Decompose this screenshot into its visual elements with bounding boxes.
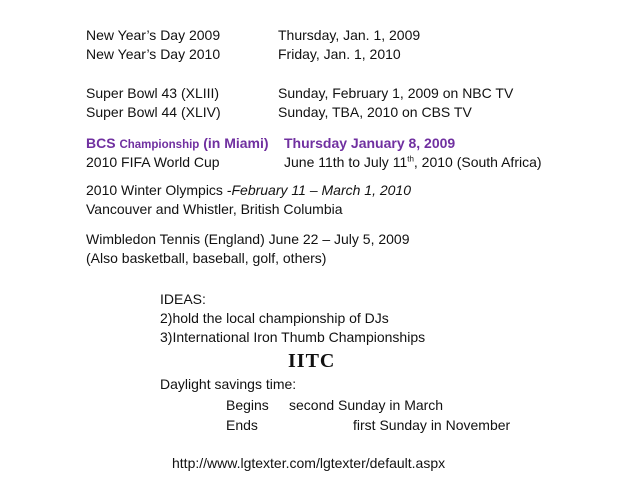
- wimbledon-line-1: Wimbledon Tennis (England) June 22 – July 5, 2009: [86, 231, 410, 247]
- olympics-line-1-b: February 11 – March 1, 2010: [231, 182, 411, 198]
- website-url: http://www.lgtexter.com/lgtexter/default.aspx: [172, 455, 446, 471]
- iitc-acronym: IITC: [288, 350, 336, 372]
- fifa-date: [284, 153, 542, 171]
- dst-begins-value: second Sunday in March: [289, 397, 444, 413]
- event-label-newyear-2009: New Year’s Day 2009: [86, 27, 221, 43]
- event-date-newyear-2010: Friday, Jan. 1, 2010: [278, 46, 401, 62]
- fifa-date-sup: th: [407, 154, 414, 164]
- bcs-date: Thursday January 8, 2009: [284, 135, 456, 151]
- fifa-label: 2010 FIFA World Cup: [86, 154, 220, 170]
- bcs-label: [86, 134, 269, 154]
- bcs-label-c: (in Miami): [203, 135, 269, 151]
- event-date-superbowl-44: Sunday, TBA, 2010 on CBS TV: [278, 104, 472, 120]
- event-date-superbowl-43: Sunday, February 1, 2009 on NBC TV: [278, 85, 514, 101]
- fifa-date-b: , 2010 (South Africa): [413, 154, 542, 170]
- ideas-item-3: 3)International Iron Thumb Championships: [160, 329, 426, 345]
- dst-ends-label: Ends: [226, 417, 258, 433]
- dst-ends-value: first Sunday in November: [353, 417, 511, 433]
- ideas-item-2: 2)hold the local championship of DJs: [160, 310, 389, 326]
- event-label-superbowl-43: Super Bowl 43 (XLIII): [86, 85, 220, 101]
- olympics-line-1-a: 2010 Winter Olympics -: [86, 182, 232, 198]
- olympics-line-2: Vancouver and Whistler, British Columbia: [86, 201, 343, 217]
- event-label-superbowl-44: Super Bowl 44 (XLIV): [86, 104, 221, 120]
- ideas-heading: IDEAS:: [160, 291, 206, 307]
- wimbledon-line-2: (Also basketball, baseball, golf, others): [86, 250, 327, 266]
- olympics-line-1: [86, 181, 411, 199]
- bcs-label-a: BCS: [86, 135, 116, 151]
- event-date-newyear-2009: Thursday, Jan. 1, 2009: [278, 27, 421, 43]
- dst-begins-label: Begins: [226, 397, 269, 413]
- bcs-label-b: Championship: [119, 139, 200, 151]
- dst-heading: Daylight savings time:: [160, 376, 297, 392]
- event-label-newyear-2010: New Year’s Day 2010: [86, 46, 221, 62]
- fifa-date-a: June 11th to July 11: [284, 154, 408, 170]
